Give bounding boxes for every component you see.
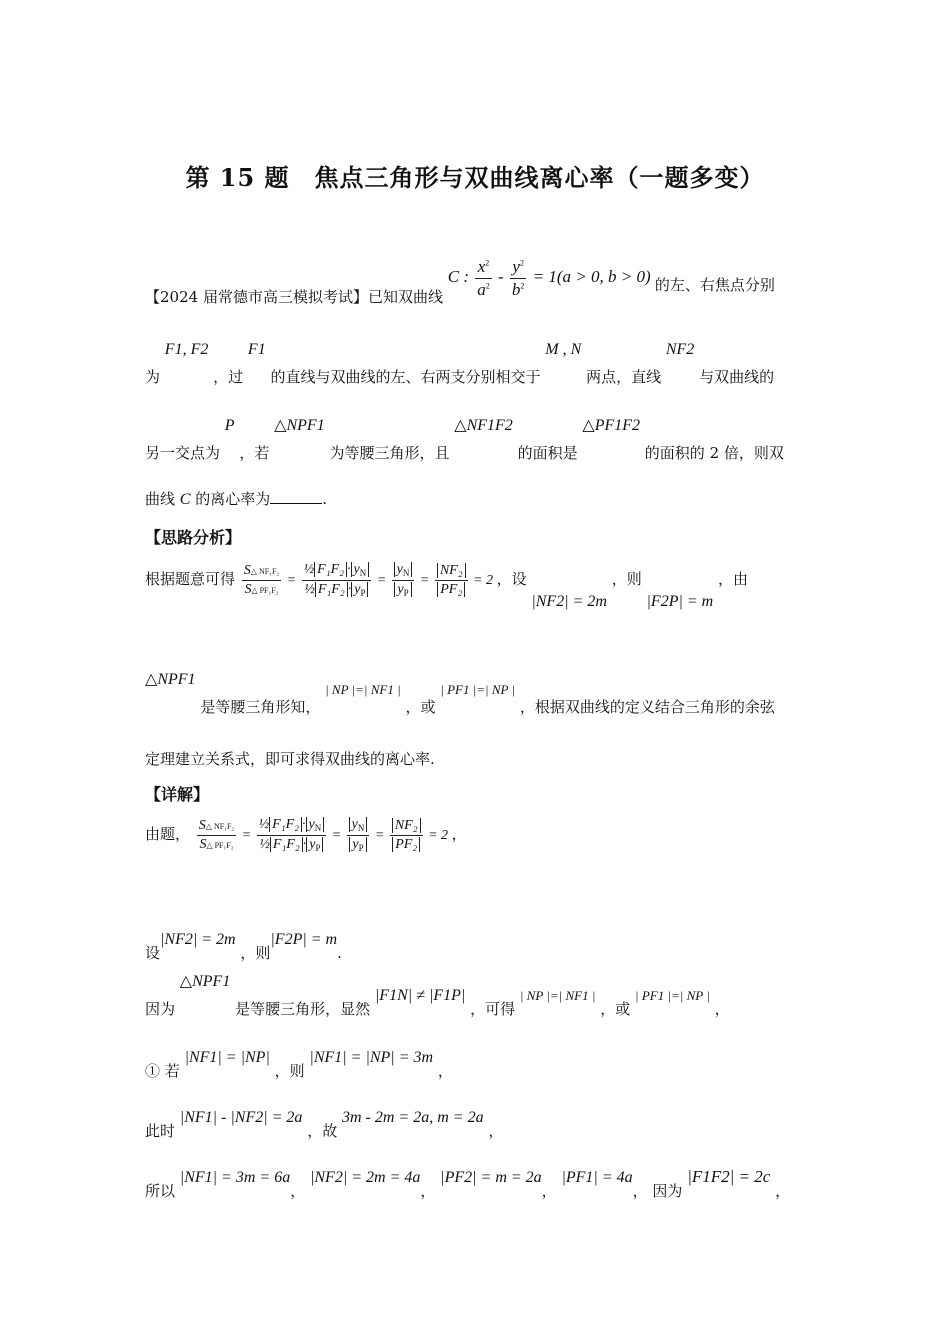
detail-line-3: 因为 △NPF1 是等腰三角形，显然 |F1N| ≠ |F1P| ，可得 | NP |=| NF1 | ，或 | PF1 |=| NP | ， bbox=[145, 973, 730, 1018]
p-label: P bbox=[224, 417, 235, 434]
triangle-icon: △ bbox=[145, 671, 158, 688]
detail-set-nf2: |NF2| = 2m bbox=[160, 931, 236, 948]
detail-line-4: ① 若 |NF1| = |NP| ，则 |NF1| = |NP| = 3m ， bbox=[145, 1049, 453, 1080]
analysis-set-f2p: |F2P| = m bbox=[646, 593, 714, 611]
page-title: 第 15 题 焦点三角形与双曲线离心率（一题多变） bbox=[185, 163, 765, 192]
analysis-line-3: 定理建立关系式，即可求得双曲线的离心率. bbox=[145, 750, 435, 768]
problem-line-3: 另一交点为 P ，若 △NPF1 为等腰三角形，且 △NF1F2 的面积是 △PF1F2 的面积的 2 倍，则双 bbox=[145, 417, 784, 462]
detail-line-6: 所以 |NF1| = 3m = 6a， |NF2| = 2m = 4a， |PF2| = m = 2a， |PF1| = 4a， 因为 |F1F2| = 2c ， bbox=[145, 1167, 791, 1200]
area-ratio-formula: $\frac{\text{S△ NF₁F₂}}{\text{S△ PF₁F₂}}$ = $\frac{\frac{1}{2} F_1F_2 \cdot y_N}{\frac{1}{2} F_1F_2 \cdot y_P}$ = $\frac{y_N}{y_P}$ = $\frac{\text{NF₂}}{\text{PF₂}}$ = 2 bbox=[243, 562, 497, 599]
triangle-npf1: △NPF1 bbox=[179, 973, 231, 990]
problem-intro: 已知双曲线 bbox=[367, 288, 443, 307]
triangle-pf1f2: △PF1F2 bbox=[582, 417, 641, 434]
detail-line-5: 此时 |NF1| - |NF2| = 2a ，故 3m - 2m = 2a, m = 2a ， bbox=[145, 1109, 504, 1140]
c-label: C bbox=[179, 491, 191, 508]
analysis-set-nf2: |NF2| = 2m bbox=[531, 593, 607, 611]
detail-line-2: 设|NF2| = 2m ，则|F2P| = m. bbox=[145, 931, 342, 962]
analysis-heading: 【思路分析】 bbox=[145, 528, 242, 547]
problem-line-2: 为 F1, F2 ，过 F1 的直线与双曲线的左、右两支分别相交于 M , N 两点，直线 NF2 与双曲线的 bbox=[145, 341, 775, 386]
problem-after-curve: 的左、右焦点分别 bbox=[654, 276, 775, 295]
f1-label: F1 bbox=[247, 341, 266, 358]
triangle-nf1f2: △NF1F2 bbox=[454, 417, 513, 434]
triangle-icon: △ bbox=[582, 417, 595, 434]
triangle-npf1: △NPF1 bbox=[145, 671, 196, 688]
problem-line-4: 曲线 C 的离心率为 . bbox=[145, 490, 328, 508]
nf2-label: NF2 bbox=[665, 341, 695, 358]
foci-label: F1, F2 bbox=[164, 341, 209, 358]
problem-line-1 bbox=[145, 257, 775, 307]
detail-set-f2p: |F2P| = m bbox=[270, 931, 338, 948]
detail-heading: 【详解】 bbox=[145, 785, 210, 804]
analysis-line-1: 根据题意可得 $\frac{\text{S△ NF₁F₂}}{\text{S△ PF₁F₂}}$ = $\frac{\frac{1}{2} F_1F_2 \cdot y_N}{\frac{1}{2} F_1F_2 \cdot y_P}$ = $\frac{y_N}{y_P}$ = $\frac{\text{NF₂}}{\text{PF₂}}$ = 2 ，设 |NF2| = 2m ，则 |F2P| = m ，由 bbox=[145, 562, 749, 611]
detail-line-1: 由题， $\frac{\text{S△ NF₁F₂}}{\text{S△ PF₁F₂}}$ = $\frac{\frac{1}{2} F_1F_2 \cdot y_N}{\frac{1}{2} F_1F_2 \cdot y_P}$ = $\frac{y_N}{y_P}$ = $\frac{\text{NF₂}}{\text{PF₂}}$ = 2 ， bbox=[145, 817, 467, 854]
triangle-icon: △ bbox=[274, 417, 287, 434]
hyperbola-equation: C : $\frac{x^2}{a^2}$ - $\frac{y^2}{b^2}$ = 1(a > 0, b > 0) bbox=[447, 257, 651, 299]
detail-neq: |F1N| ≠ |F1P| bbox=[374, 987, 466, 1004]
triangle-npf1: △NPF1 bbox=[274, 417, 325, 434]
problem-source: 【2024 届常德市高三模拟考试】 bbox=[145, 288, 368, 307]
answer-blank bbox=[270, 491, 322, 504]
mn-label: M , N bbox=[545, 341, 582, 358]
analysis-line-2: △NPF1 是等腰三角形知， | NP |=| NF1 | ，或 | PF1 |=| NP | ，根据双曲线的定义结合三角形的余弦 bbox=[145, 671, 775, 716]
triangle-icon: △ bbox=[179, 973, 193, 990]
detail-area-ratio-formula: $\frac{\text{S△ NF₁F₂}}{\text{S△ PF₁F₂}}$ = $\frac{\frac{1}{2} F_1F_2 \cdot y_N}{\frac{1}{2} F_1F_2 \cdot y_P}$ = $\frac{y_N}{y_P}$ = $\frac{\text{NF₂}}{\text{PF₂}}$ = 2 bbox=[198, 817, 452, 854]
triangle-icon: △ bbox=[454, 417, 467, 434]
